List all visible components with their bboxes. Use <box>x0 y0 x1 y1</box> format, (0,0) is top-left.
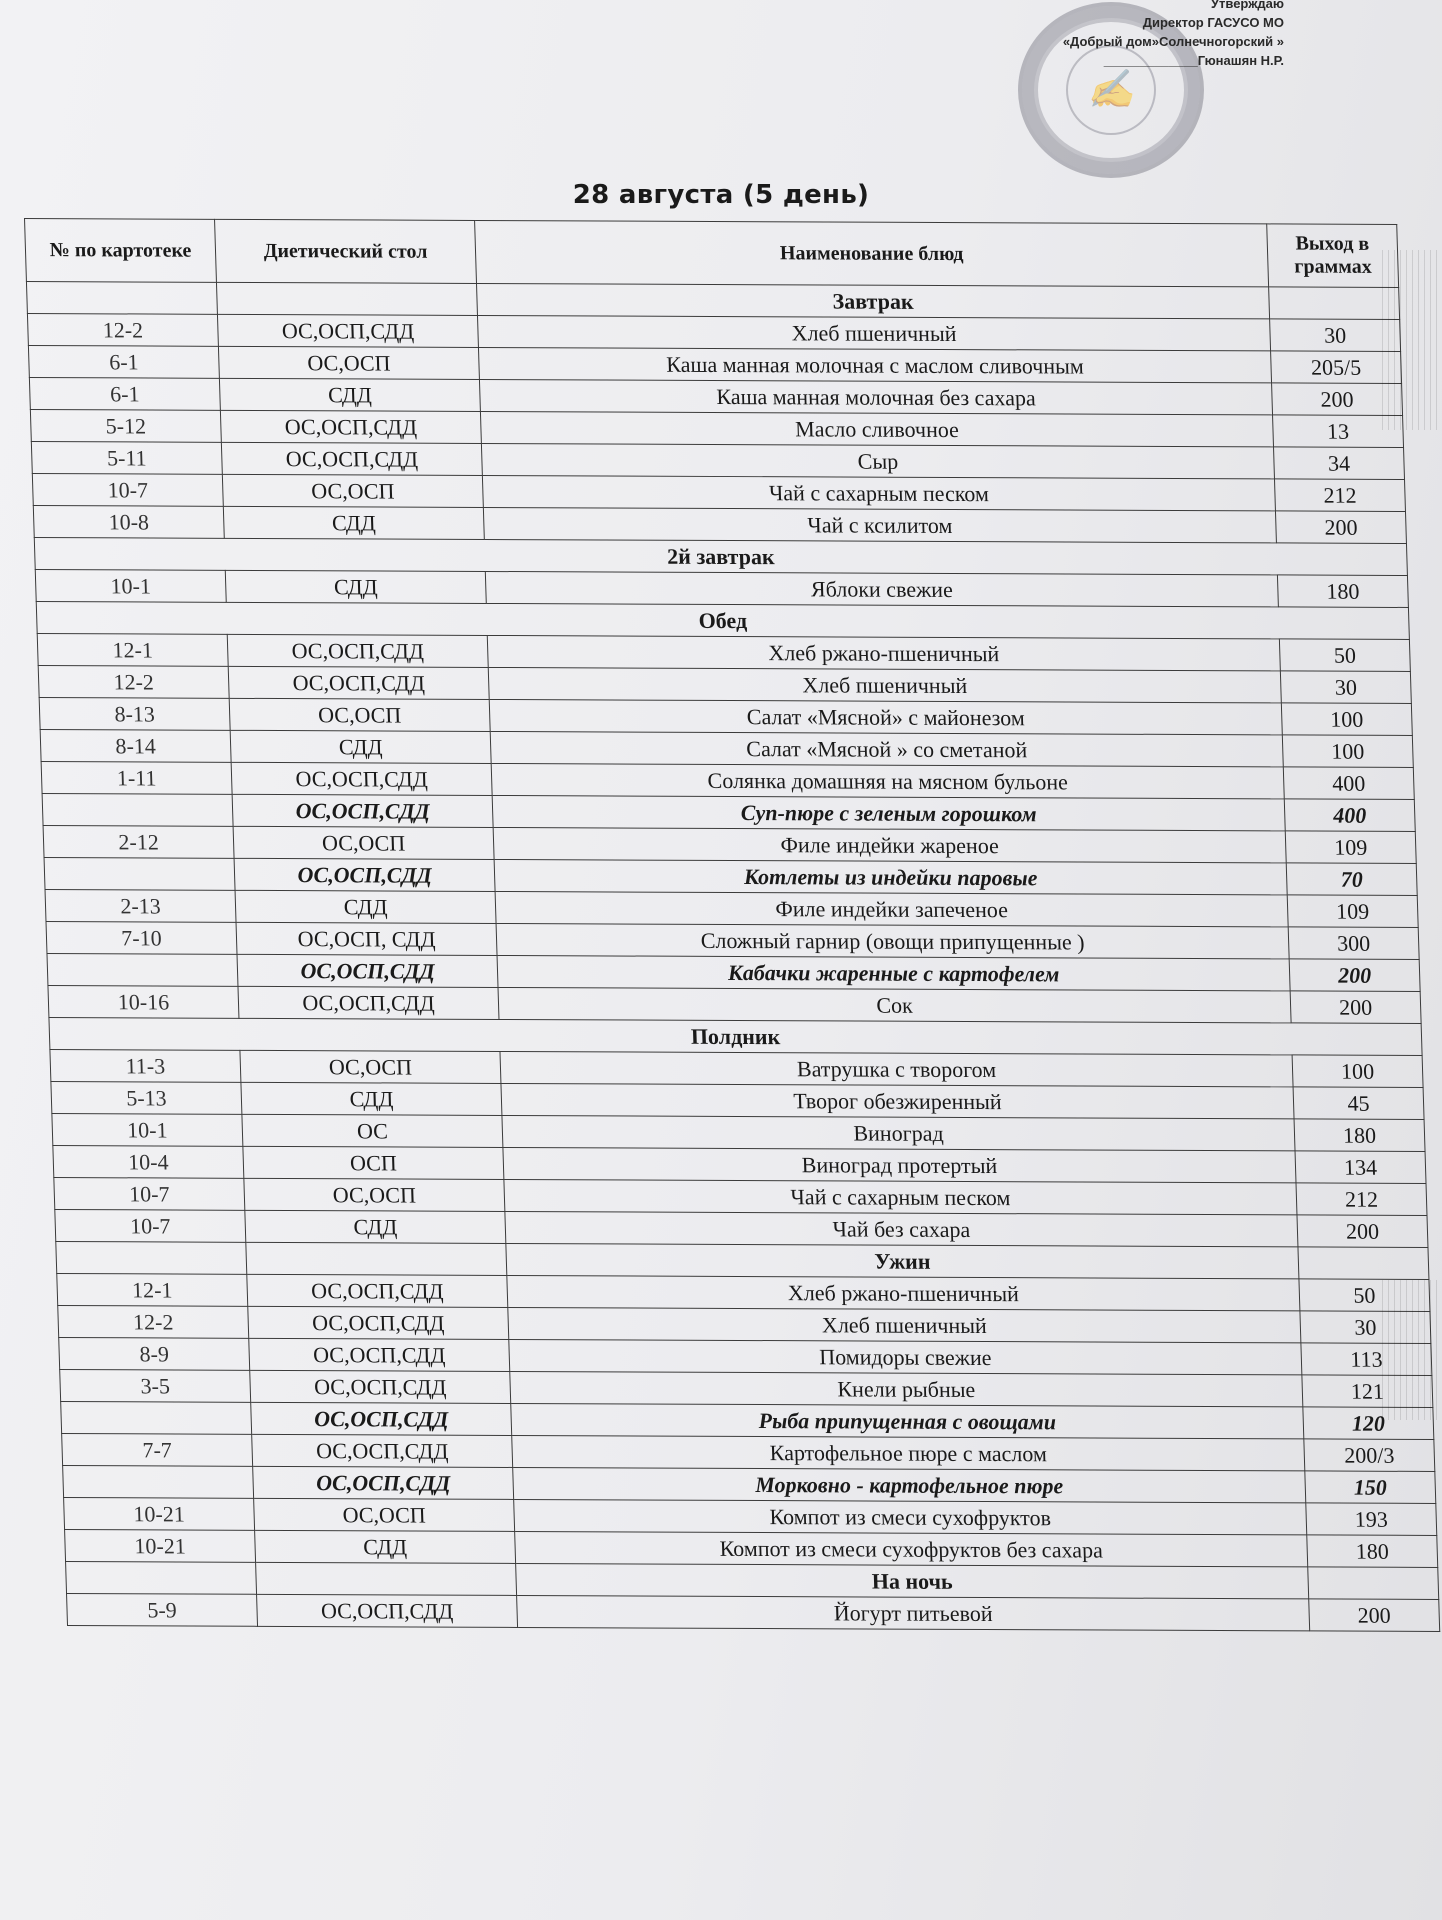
diet-cell: СДД <box>235 890 496 923</box>
diet-cell: СДД <box>223 506 484 539</box>
diet-cell: ОС,ОСП,СДД <box>227 634 488 667</box>
weight-cell: 120 <box>1303 1407 1434 1440</box>
weight-cell: 50 <box>1279 639 1410 672</box>
code-cell: 5-13 <box>51 1081 242 1114</box>
code-cell: 7-10 <box>46 921 237 954</box>
weight-cell: 200/3 <box>1304 1439 1435 1472</box>
empty-cell <box>26 282 217 315</box>
weight-cell: 121 <box>1302 1375 1433 1408</box>
diet-cell: ОС,ОСП,СДД <box>247 1274 508 1307</box>
dish-cell: Суп-пюре с зеленым горошком <box>492 795 1285 830</box>
diet-cell: ОС,ОСП,СДД <box>253 1466 514 1499</box>
scan-artifact <box>1382 250 1442 430</box>
weight-cell: 134 <box>1295 1151 1426 1184</box>
code-cell: 10-7 <box>32 473 223 506</box>
weight-cell: 200 <box>1272 383 1403 416</box>
dish-cell: Хлеб пшеничный <box>508 1307 1301 1342</box>
code-cell: 10-21 <box>64 1497 255 1530</box>
code-cell <box>61 1401 252 1434</box>
dish-cell: Хлеб пшеничный <box>477 315 1270 350</box>
code-cell <box>47 953 238 986</box>
code-cell: 1-11 <box>41 761 232 794</box>
weight-cell: 50 <box>1299 1279 1430 1312</box>
dish-cell: Хлеб пшеничный <box>488 667 1281 702</box>
code-cell: 12-2 <box>27 314 218 347</box>
weight-cell: 300 <box>1288 927 1419 960</box>
dish-cell: Кнели рыбные <box>510 1371 1303 1406</box>
code-cell: 5-9 <box>67 1593 258 1626</box>
code-cell <box>44 857 235 890</box>
dish-cell: Филе индейки жареное <box>493 827 1286 862</box>
code-cell: 10-8 <box>33 505 224 538</box>
approval-block <box>944 0 1284 70</box>
code-cell <box>63 1465 254 1498</box>
code-cell: 10-1 <box>35 569 226 602</box>
diet-cell: ОС,ОСП,СДД <box>249 1338 510 1371</box>
dish-cell: Салат «Мясной» с майонезом <box>489 699 1282 734</box>
weight-cell: 180 <box>1294 1119 1425 1152</box>
dish-cell: Чай без сахара <box>505 1211 1298 1246</box>
section-heading: На ночь <box>516 1563 1309 1598</box>
dish-cell: Яблоки свежие <box>485 571 1278 606</box>
empty-cell <box>256 1562 517 1595</box>
weight-cell: 113 <box>1301 1343 1432 1376</box>
empty-cell <box>66 1561 257 1594</box>
weight-cell: 30 <box>1280 671 1411 704</box>
empty-cell <box>1269 287 1400 320</box>
weight-cell: 180 <box>1307 1535 1438 1568</box>
diet-cell: СДД <box>255 1530 516 1563</box>
diet-cell: ОС,ОСП,СДД <box>250 1370 511 1403</box>
code-cell: 8-14 <box>40 729 231 762</box>
code-cell: 10-21 <box>65 1529 256 1562</box>
dish-cell: Солянка домашняя на мясном бульоне <box>491 763 1284 798</box>
dish-cell: Рыба припущенная с овощами <box>511 1403 1304 1438</box>
diet-cell: ОС,ОСП <box>244 1178 505 1211</box>
diet-cell: СДД <box>225 570 486 603</box>
code-cell: 10-4 <box>53 1145 244 1178</box>
header-weight: Выход в граммах <box>1267 224 1399 288</box>
dish-cell: Йогурт питьевой <box>517 1595 1310 1630</box>
weight-cell: 200 <box>1275 511 1406 544</box>
empty-cell <box>216 282 477 315</box>
diet-cell: СДД <box>230 730 491 763</box>
diet-cell: ОС,ОСП <box>222 474 483 507</box>
weight-cell: 200 <box>1297 1215 1428 1248</box>
weight-cell: 193 <box>1306 1503 1437 1536</box>
diet-cell: ОС,ОСП,СДД <box>221 442 482 475</box>
code-cell: 7-7 <box>62 1433 253 1466</box>
diet-cell: ОС,ОСП <box>240 1050 501 1083</box>
dish-cell: Каша манная молочная с маслом сливочным <box>478 347 1271 382</box>
diet-cell: СДД <box>241 1082 502 1115</box>
dish-cell: Картофельное пюре с маслом <box>512 1435 1305 1470</box>
weight-cell: 30 <box>1270 319 1401 352</box>
dish-cell: Сок <box>498 987 1291 1022</box>
empty-cell <box>246 1242 507 1275</box>
diet-cell: ОС,ОСП,СДД <box>231 762 492 795</box>
dish-cell: Сложный гарнир (овощи припущенные ) <box>496 923 1289 958</box>
approval-line: _____________Гюнашян Н.Р. <box>1103 53 1284 68</box>
code-cell: 10-1 <box>52 1113 243 1146</box>
dish-cell: Компот из смеси сухофруктов <box>514 1499 1307 1534</box>
weight-cell: 34 <box>1274 447 1405 480</box>
dish-cell: Ватрушка с творогом <box>500 1051 1293 1086</box>
dish-cell: Кабачки жаренные с картофелем <box>497 955 1290 990</box>
code-cell: 8-13 <box>39 697 230 730</box>
header-code: № по картотеке <box>25 219 217 283</box>
diet-cell: ОС,ОСП <box>218 346 479 379</box>
diet-cell: ОСП <box>243 1146 504 1179</box>
diet-cell: ОС,ОСП,СДД <box>248 1306 509 1339</box>
section-heading: 2й завтрак <box>34 537 1407 575</box>
approval-line: Утверждаю <box>1210 0 1284 11</box>
code-cell: 5-11 <box>31 442 222 475</box>
dish-cell: Филе индейки запеченое <box>495 891 1288 926</box>
weight-cell: 100 <box>1292 1055 1423 1088</box>
dish-cell: Чай с сахарным песком <box>482 475 1275 510</box>
code-cell <box>42 793 233 826</box>
weight-cell: 100 <box>1281 703 1412 736</box>
code-cell: 3-5 <box>60 1369 251 1402</box>
diet-cell: СДД <box>245 1210 506 1243</box>
diet-cell: ОС,ОСП <box>254 1498 515 1531</box>
weight-cell: 400 <box>1284 799 1415 832</box>
code-cell: 5-12 <box>30 410 221 443</box>
weight-cell: 205/5 <box>1271 351 1402 384</box>
dish-cell: Компот из смеси сухофруктов без сахара <box>515 1531 1308 1566</box>
section-heading: Обед <box>36 601 1409 639</box>
dish-cell: Каша манная молочная без сахара <box>479 379 1272 414</box>
weight-cell: 212 <box>1296 1183 1427 1216</box>
diet-cell: ОС <box>242 1114 503 1147</box>
weight-cell: 200 <box>1289 959 1420 992</box>
dish-cell: Сыр <box>481 443 1274 478</box>
code-cell: 11-3 <box>50 1049 241 1082</box>
table-row <box>67 1593 1440 1631</box>
weight-cell: 200 <box>1309 1599 1440 1632</box>
header-dish: Наименование блюд <box>475 220 1269 286</box>
code-cell: 12-2 <box>38 665 229 698</box>
diet-cell: ОС,ОСП,СДД <box>220 410 481 443</box>
approval-line: «Добрый дом»Солнечногорский » <box>1062 34 1284 49</box>
code-cell: 10-7 <box>55 1209 246 1242</box>
weight-cell: 30 <box>1300 1311 1431 1344</box>
dish-cell: Виноград <box>502 1115 1295 1150</box>
diet-cell: ОС,ОСП, СДД <box>236 922 497 955</box>
menu-table <box>24 218 1440 1632</box>
table-header-row <box>25 219 1399 288</box>
empty-cell <box>1308 1567 1439 1600</box>
weight-cell: 13 <box>1273 415 1404 448</box>
diet-cell: ОС,ОСП,СДД <box>251 1402 512 1435</box>
approval-line: Директор ГАСУСО МО <box>1142 15 1284 30</box>
code-cell: 2-12 <box>43 825 234 858</box>
diet-cell: ОС,ОСП,СДД <box>237 954 498 987</box>
dish-cell: Творог обезжиренный <box>501 1083 1294 1118</box>
empty-cell <box>56 1241 247 1274</box>
diet-cell: ОС,ОСП,СДД <box>252 1434 513 1467</box>
code-cell: 12-2 <box>58 1305 249 1338</box>
code-cell: 10-16 <box>48 985 239 1018</box>
weight-cell: 212 <box>1274 479 1405 512</box>
diet-cell: ОС,ОСП,СДД <box>234 858 495 891</box>
dish-cell: Чай с сахарным песком <box>504 1179 1297 1214</box>
code-cell: 6-1 <box>29 378 220 411</box>
code-cell: 2-13 <box>45 889 236 922</box>
diet-cell: СДД <box>219 378 480 411</box>
code-cell: 6-1 <box>28 346 219 379</box>
diet-cell: ОС,ОСП <box>233 826 494 859</box>
diet-cell: ОС,ОСП,СДД <box>228 666 489 699</box>
dish-cell: Котлеты из индейки паровые <box>494 859 1287 894</box>
dish-cell: Хлеб ржано-пшеничный <box>487 635 1280 670</box>
weight-cell: 109 <box>1285 831 1416 864</box>
code-cell: 10-7 <box>54 1177 245 1210</box>
dish-cell: Масло сливочное <box>480 411 1273 446</box>
code-cell: 8-9 <box>59 1337 250 1370</box>
weight-cell: 150 <box>1305 1471 1436 1504</box>
weight-cell: 180 <box>1277 575 1408 608</box>
weight-cell: 100 <box>1282 735 1413 768</box>
weight-cell: 45 <box>1293 1087 1424 1120</box>
dish-cell: Помидоры свежие <box>509 1339 1302 1374</box>
dish-cell: Чай с ксилитом <box>483 507 1276 542</box>
weight-cell: 400 <box>1283 767 1414 800</box>
diet-cell: ОС,ОСП,СДД <box>238 986 499 1019</box>
dish-cell: Хлеб ржано-пшеничный <box>507 1275 1300 1310</box>
diet-cell: ОС,ОСП,СДД <box>257 1594 518 1627</box>
empty-cell <box>1298 1247 1429 1280</box>
diet-cell: ОС,ОСП <box>229 698 490 731</box>
signature-mark: ✍ <box>1066 45 1156 135</box>
menu-table-body <box>26 282 1439 1632</box>
weight-cell: 109 <box>1287 895 1418 928</box>
section-heading: Ужин <box>506 1243 1299 1278</box>
header-diet: Диетический стол <box>215 219 477 283</box>
code-cell: 12-1 <box>37 633 228 666</box>
page-title: 28 августа (5 день) <box>572 180 870 210</box>
dish-cell: Виноград протертый <box>503 1147 1296 1182</box>
weight-cell: 70 <box>1286 863 1417 896</box>
scan-artifact <box>1382 1280 1442 1420</box>
section-heading: Полдник <box>49 1017 1422 1055</box>
section-heading: Завтрак <box>477 283 1270 318</box>
diet-cell: ОС,ОСП,СДД <box>217 314 478 347</box>
code-cell: 12-1 <box>57 1273 248 1306</box>
dish-cell: Салат «Мясной » со сметаной <box>490 731 1283 766</box>
diet-cell: ОС,ОСП,СДД <box>232 794 493 827</box>
dish-cell: Морковно - картофельное пюре <box>513 1467 1306 1502</box>
weight-cell: 200 <box>1290 991 1421 1024</box>
